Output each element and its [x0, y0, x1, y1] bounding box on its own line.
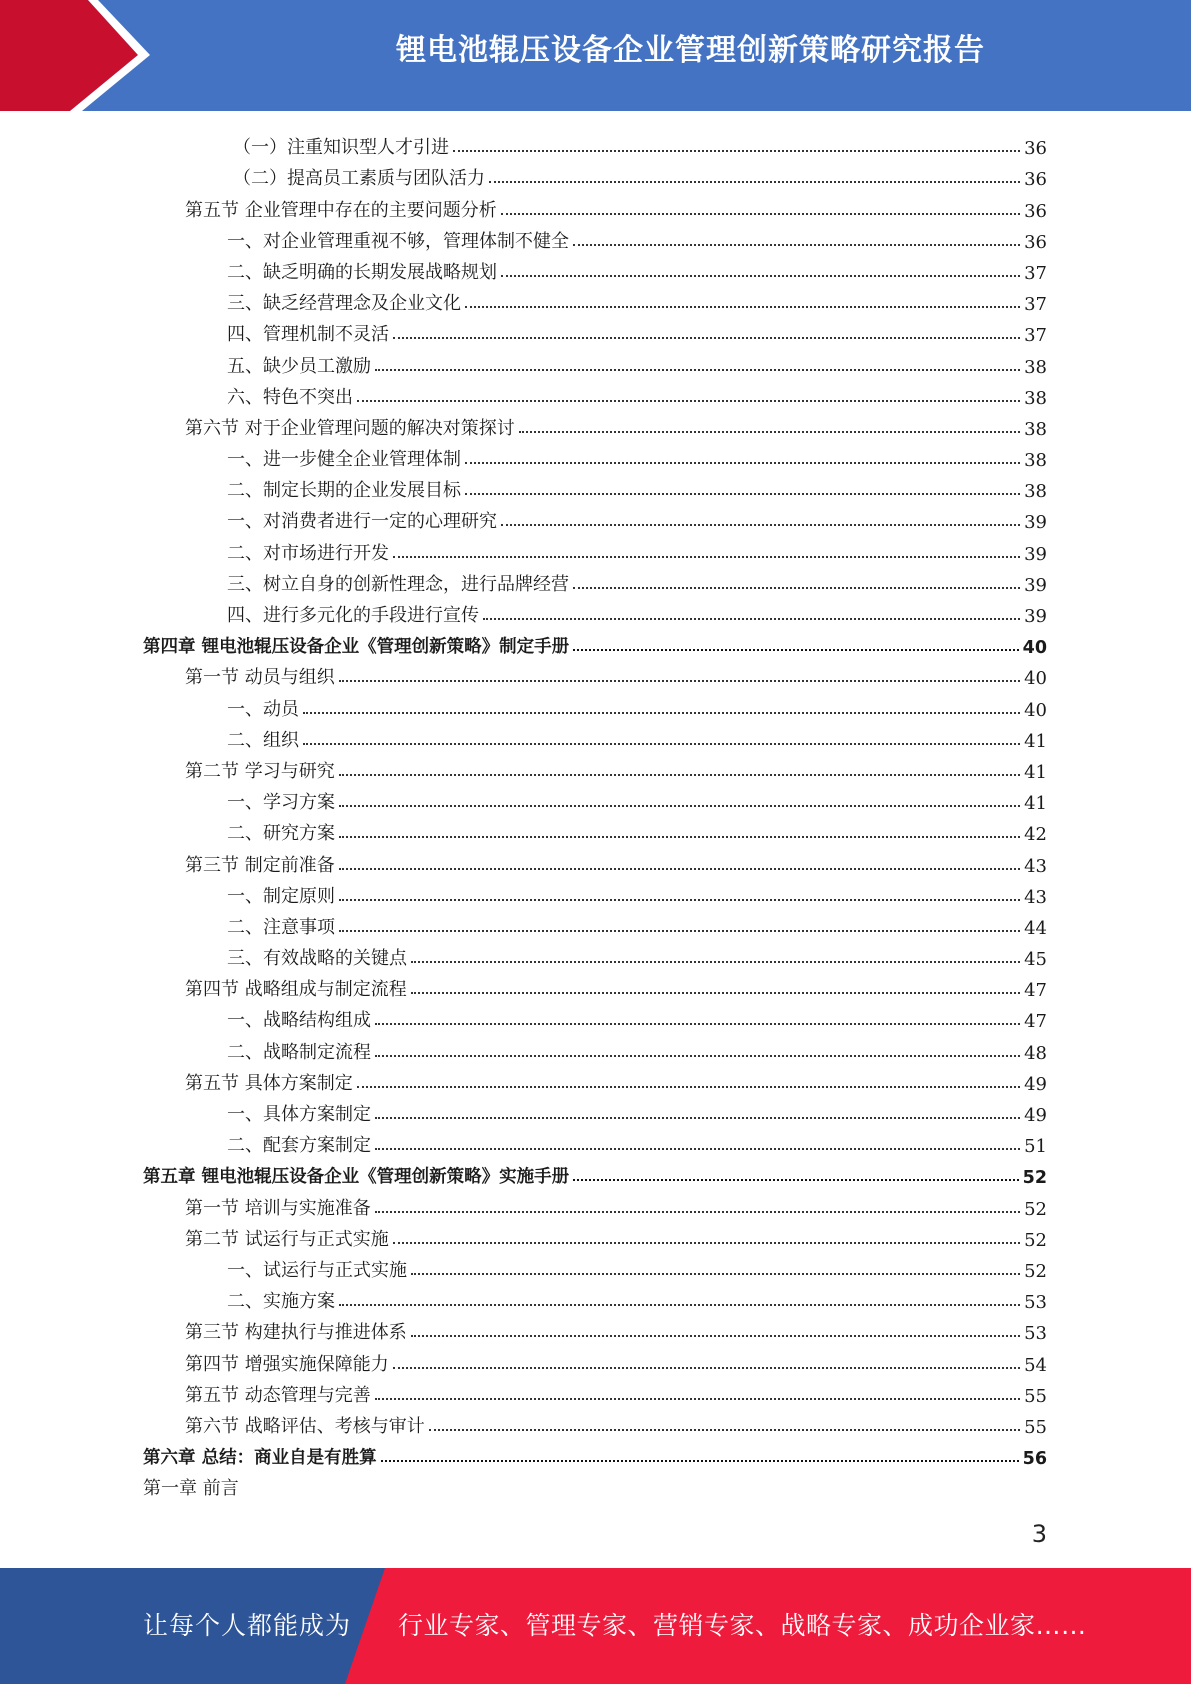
toc-dot-leader: [465, 493, 1020, 495]
toc-dot-leader: [381, 1460, 1019, 1462]
toc-entry-row[interactable]: [143, 1188, 1047, 1219]
toc-entry-title: 二、注意事项: [227, 916, 335, 938]
toc-entry-row[interactable]: [143, 1095, 1047, 1126]
toc-entry-title: 第五节 企业管理中存在的主要问题分析: [185, 199, 497, 221]
toc-page-number: 52: [1024, 1229, 1047, 1251]
toc-page-number: 49: [1024, 1073, 1047, 1095]
toc-entry-title: 第四节 增强实施保障能力: [185, 1353, 389, 1375]
toc-dot-leader: [303, 712, 1020, 714]
toc-entry-row[interactable]: [143, 284, 1047, 315]
toc-entry-row[interactable]: [143, 1344, 1047, 1375]
toc-entry-title: 一、制定原则: [227, 885, 335, 907]
footer-banner: [0, 1568, 1191, 1684]
toc-page-number: 42: [1024, 824, 1047, 846]
toc-dot-leader: [465, 306, 1020, 308]
toc-page-number: 38: [1024, 481, 1047, 503]
toc-entry-title: 第五章 锂电池辊压设备企业《管理创新策略》实施手册: [143, 1167, 570, 1188]
toc-entry-title: 第三节 构建执行与推进体系: [185, 1322, 407, 1344]
toc-page-number: 39: [1024, 574, 1047, 596]
page-number: 3: [1031, 1520, 1047, 1548]
toc-dot-leader: [357, 400, 1020, 402]
toc-entry-title: 三、缺乏经营理念及企业文化: [227, 293, 461, 315]
toc-page-number: 51: [1024, 1136, 1047, 1158]
toc-page-number: 45: [1024, 949, 1047, 971]
toc-page-number: 39: [1024, 543, 1047, 565]
toc-page-number: 41: [1024, 730, 1047, 752]
toc-entry-title: 二、研究方案: [227, 823, 335, 845]
toc-entry-row[interactable]: [143, 1313, 1047, 1344]
toc-dot-leader: [375, 1055, 1020, 1057]
toc-page-number: 52: [1024, 1198, 1047, 1220]
toc-entry-row[interactable]: [143, 565, 1047, 596]
toc-entry-title: 第四节 战略组成与制定流程: [185, 979, 407, 1001]
report-title: 锂电池辊压设备企业管理创新策略研究报告: [396, 33, 985, 68]
toc-entry-title: 五、缺少员工激励: [227, 355, 371, 377]
header-chevron-decoration: [0, 0, 160, 111]
toc-entry-row[interactable]: [143, 440, 1047, 471]
toc-entry-row[interactable]: [143, 471, 1047, 502]
toc-page-number: 43: [1024, 855, 1047, 877]
toc-entry-title: 一、对企业管理重视不够，管理体制不健全: [227, 230, 569, 252]
toc-entry-title: 二、实施方案: [227, 1291, 335, 1313]
footer-slogan-left: 让每个人都能成为: [143, 1611, 352, 1640]
toc-page-number: 47: [1024, 980, 1047, 1002]
toc-entry-row[interactable]: [143, 721, 1047, 752]
toc-page-number: 38: [1024, 450, 1047, 472]
toc-page-number: 55: [1024, 1385, 1047, 1407]
toc-dot-leader: [339, 774, 1020, 776]
toc-entry-row[interactable]: [143, 190, 1047, 221]
toc-entry-row[interactable]: [143, 1376, 1047, 1407]
toc-page-number: 36: [1024, 231, 1047, 253]
toc-page-number: 39: [1024, 606, 1047, 627]
toc-entry-row[interactable]: [143, 783, 1047, 814]
toc-dot-leader: [357, 1086, 1020, 1088]
toc-dot-leader: [411, 1273, 1020, 1275]
toc-dot-leader: [519, 431, 1020, 433]
toc-entry-row[interactable]: [143, 128, 1047, 159]
toc-entry-title: 第三节 制定前准备: [185, 854, 335, 876]
toc-dot-leader: [411, 961, 1020, 963]
toc-entry-row[interactable]: [143, 378, 1047, 409]
toc-dot-leader: [573, 649, 1019, 651]
toc-dot-leader: [339, 930, 1020, 932]
toc-page-number: 38: [1024, 418, 1047, 440]
toc-dot-leader: [573, 244, 1020, 246]
toc-entry-title: 一、学习方案: [227, 792, 335, 814]
toc-entry-title: 第六节 对于企业管理问题的解决对策探讨: [185, 417, 515, 439]
toc-page-number: 56: [1022, 1449, 1047, 1470]
toc-entry-title: 一、进一步健全企业管理体制: [227, 449, 461, 471]
toc-entry-title: 四、管理机制不灵活: [227, 324, 389, 346]
toc-entry-row[interactable]: [143, 970, 1047, 1001]
toc-page-number: 39: [1024, 512, 1047, 534]
toc-entry-row[interactable]: [143, 1407, 1047, 1438]
toc-entry-row[interactable]: [143, 1282, 1047, 1313]
toc-page-number: 40: [1024, 699, 1047, 721]
toc-entry-title: 三、树立自身的创新性理念，进行品牌经营: [227, 573, 569, 595]
toc-entry-row[interactable]: [143, 658, 1047, 689]
toc-dot-leader: [501, 275, 1020, 277]
toc-entry-row[interactable]: [143, 253, 1047, 284]
toc-dot-leader: [573, 1179, 1019, 1181]
toc-dot-leader: [573, 587, 1020, 589]
toc-dot-leader: [453, 150, 1020, 152]
toc-page-number: 52: [1022, 1168, 1047, 1189]
toc-page-number: 37: [1024, 294, 1047, 316]
toc-entry-row[interactable]: [143, 1251, 1047, 1282]
toc-entry-row[interactable]: [143, 1001, 1047, 1032]
toc-entry-row[interactable]: [143, 346, 1047, 377]
toc-entry-title: 三、有效战略的关键点: [227, 948, 407, 970]
toc-entry-title: 二、配套方案制定: [227, 1135, 371, 1157]
toc-entry-row[interactable]: [143, 1064, 1047, 1095]
toc-dot-leader: [375, 369, 1020, 371]
chevron-red-shape: [0, 0, 138, 111]
toc-entry-row[interactable]: [143, 1126, 1047, 1157]
toc-page-number: 40: [1022, 638, 1047, 659]
toc-entry-row[interactable]: [143, 814, 1047, 845]
toc-entry-row[interactable]: [143, 159, 1047, 190]
toc-entry-title: 一、具体方案制定: [227, 1104, 371, 1125]
toc-entry-row[interactable]: [143, 689, 1047, 720]
toc-chapter-row[interactable]: [143, 1157, 1047, 1188]
toc-dot-leader: [501, 213, 1020, 215]
toc-entry-row[interactable]: [143, 222, 1047, 253]
toc-page-number: 55: [1024, 1416, 1047, 1438]
toc-page-number: 49: [1024, 1105, 1047, 1126]
toc-entry-row[interactable]: [143, 1469, 1047, 1500]
toc-entry-title: 一、战略结构组成: [227, 1010, 371, 1032]
report-header: [0, 0, 1191, 111]
toc-entry-title: （一）注重知识型人才引进: [233, 137, 449, 159]
toc-entry-row[interactable]: [143, 409, 1047, 440]
toc-dot-leader: [393, 1242, 1020, 1244]
footer-slogan-right: 行业专家、管理专家、营销专家、战略专家、成功企业家……: [398, 1611, 1087, 1640]
toc-entry-title: 六、特色不突出: [227, 386, 353, 408]
toc-page-number: 52: [1024, 1260, 1047, 1282]
toc-entry-row[interactable]: [143, 1032, 1047, 1063]
toc-dot-leader: [303, 743, 1020, 745]
toc-dot-leader: [339, 899, 1020, 901]
toc-page-number: 43: [1024, 886, 1047, 908]
toc-dot-leader: [393, 1367, 1020, 1369]
toc-dot-leader: [375, 1398, 1020, 1400]
toc-entry-title: 第五节 动态管理与完善: [185, 1384, 371, 1406]
toc-dot-leader: [501, 524, 1020, 526]
toc-dot-leader: [339, 836, 1020, 838]
toc-entry-title: （二）提高员工素质与团队活力: [233, 168, 485, 190]
toc-page-number: 37: [1024, 325, 1047, 347]
toc-entry-row[interactable]: [143, 752, 1047, 783]
toc-dot-leader: [465, 462, 1020, 464]
toc-dot-leader: [339, 868, 1020, 870]
toc-dot-leader: [375, 1148, 1020, 1150]
toc-entry-row[interactable]: [143, 877, 1047, 908]
toc-entry-title: 一、动员: [227, 698, 299, 720]
toc-entry-title: 二、战略制定流程: [227, 1041, 371, 1063]
toc-page-number: 38: [1024, 356, 1047, 378]
toc-entry-row[interactable]: [143, 939, 1047, 970]
toc-entry-title: 第一节 动员与组织: [185, 667, 335, 689]
table-of-contents: [143, 128, 1047, 1500]
toc-dot-leader: [375, 1023, 1020, 1025]
toc-page-number: 36: [1024, 169, 1047, 191]
toc-entry-row[interactable]: [143, 533, 1047, 564]
toc-entry-row[interactable]: [143, 1220, 1047, 1251]
toc-page-number: 47: [1024, 1011, 1047, 1033]
toc-entry-row[interactable]: [143, 502, 1047, 533]
toc-entry-row[interactable]: [143, 908, 1047, 939]
toc-dot-leader: [483, 618, 1020, 620]
toc-dot-leader: [429, 1429, 1020, 1431]
toc-entry-title: 第六章 总结：商业自是有胜算: [143, 1448, 377, 1469]
toc-chapter-row[interactable]: [143, 1438, 1047, 1469]
toc-dot-leader: [411, 992, 1020, 994]
toc-page-number: 53: [1024, 1323, 1047, 1345]
toc-dot-leader: [375, 1211, 1020, 1213]
toc-page-number: 53: [1024, 1292, 1047, 1314]
toc-page-number: 36: [1024, 200, 1047, 222]
toc-page-number: 37: [1024, 262, 1047, 284]
toc-page-number: 44: [1024, 917, 1047, 939]
toc-entry-title: 二、制定长期的企业发展目标: [227, 480, 461, 502]
toc-page-number: 36: [1024, 138, 1047, 160]
toc-entry-row[interactable]: [143, 315, 1047, 346]
toc-page-number: 38: [1024, 387, 1047, 409]
toc-dot-leader: [489, 181, 1020, 183]
toc-entry-title: 第五节 具体方案制定: [185, 1072, 353, 1094]
toc-entry-row[interactable]: [143, 596, 1047, 627]
toc-entry-row[interactable]: [143, 845, 1047, 876]
toc-entry-title: 四、进行多元化的手段进行宣传: [227, 605, 479, 626]
toc-entry-title: 二、组织: [227, 729, 299, 751]
toc-entry-title: 第六节 战略评估、考核与审计: [185, 1415, 425, 1437]
toc-dot-leader: [339, 805, 1020, 807]
toc-entry-title: 二、缺乏明确的长期发展战略规划: [227, 261, 497, 283]
toc-page-number: 48: [1024, 1042, 1047, 1064]
toc-entry-title: 第四章 锂电池辊压设备企业《管理创新策略》制定手册: [143, 637, 570, 658]
toc-entry-title: 第一章 前言: [143, 1478, 239, 1500]
toc-dot-leader: [339, 680, 1020, 682]
toc-page-number: 41: [1024, 761, 1047, 783]
toc-dot-leader: [411, 1335, 1020, 1337]
toc-page-number: 54: [1024, 1354, 1047, 1376]
toc-entry-title: 第二节 学习与研究: [185, 760, 335, 782]
toc-entry-title: 第一节 培训与实施准备: [185, 1197, 371, 1219]
toc-chapter-row[interactable]: [143, 627, 1047, 658]
toc-entry-title: 二、对市场进行开发: [227, 542, 389, 564]
toc-dot-leader: [393, 556, 1020, 558]
toc-page-number: 40: [1024, 668, 1047, 690]
toc-dot-leader: [393, 337, 1020, 339]
toc-dot-leader: [339, 1304, 1020, 1306]
toc-entry-title: 一、试运行与正式实施: [227, 1259, 407, 1281]
toc-entry-title: 第二节 试运行与正式实施: [185, 1228, 389, 1250]
toc-entry-title: 一、对消费者进行一定的心理研究: [227, 511, 497, 533]
toc-page-number: 41: [1024, 793, 1047, 815]
toc-dot-leader: [375, 1117, 1020, 1119]
